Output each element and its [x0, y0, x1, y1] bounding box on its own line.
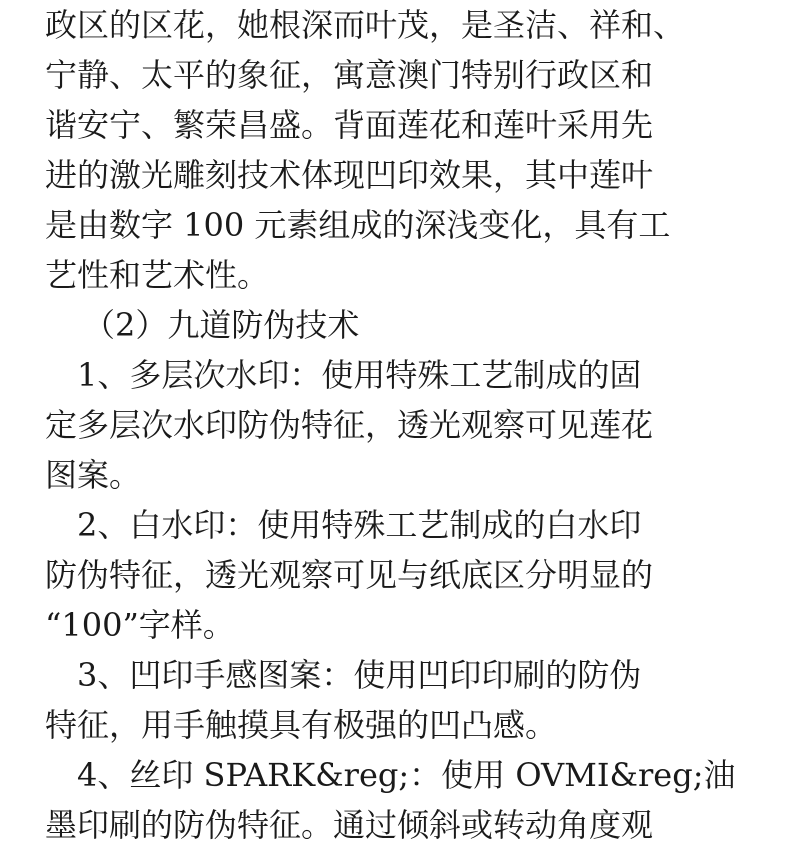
- text-line: 特征，用手触摸具有极强的凹凸感。: [45, 706, 558, 744]
- text-line: 艺性和艺术性。: [45, 256, 270, 294]
- text-line: 政区的区花，她根深而叶茂，是圣洁、祥和、: [45, 6, 686, 44]
- text-line: 谐安宁、繁荣昌盛。背面莲花和莲叶采用先: [45, 106, 654, 144]
- text-line: 图案。: [45, 456, 142, 494]
- document-body: [45, 0, 745, 850]
- list-item-start: 4、丝印 SPARK&reg;：使用 OVMI&reg;油: [77, 756, 736, 794]
- text-line: “100”字样。: [45, 606, 235, 644]
- text-line: 墨印刷的防伪特征。通过倾斜或转动角度观: [45, 806, 654, 844]
- text-line: 是由数字 100 元素组成的深浅变化，具有工: [45, 206, 671, 244]
- list-item-start: 2、白水印：使用特殊工艺制成的白水印: [77, 506, 642, 544]
- list-item-start: 3、凹印手感图案：使用凹印印刷的防伪: [77, 656, 642, 694]
- text-line: 防伪特征，透光观察可见与纸底区分明显的: [45, 556, 654, 594]
- text-line: 宁静、太平的象征，寓意澳门特别行政区和: [45, 56, 654, 94]
- section-heading: （2）九道防伪技术: [83, 306, 360, 344]
- text-line: 定多层次水印防伪特征，透光观察可见莲花: [45, 406, 654, 444]
- text-line: 进的激光雕刻技术体现凹印效果，其中莲叶: [45, 156, 654, 194]
- list-item-start: 1、多层次水印：使用特殊工艺制成的固: [77, 356, 642, 394]
